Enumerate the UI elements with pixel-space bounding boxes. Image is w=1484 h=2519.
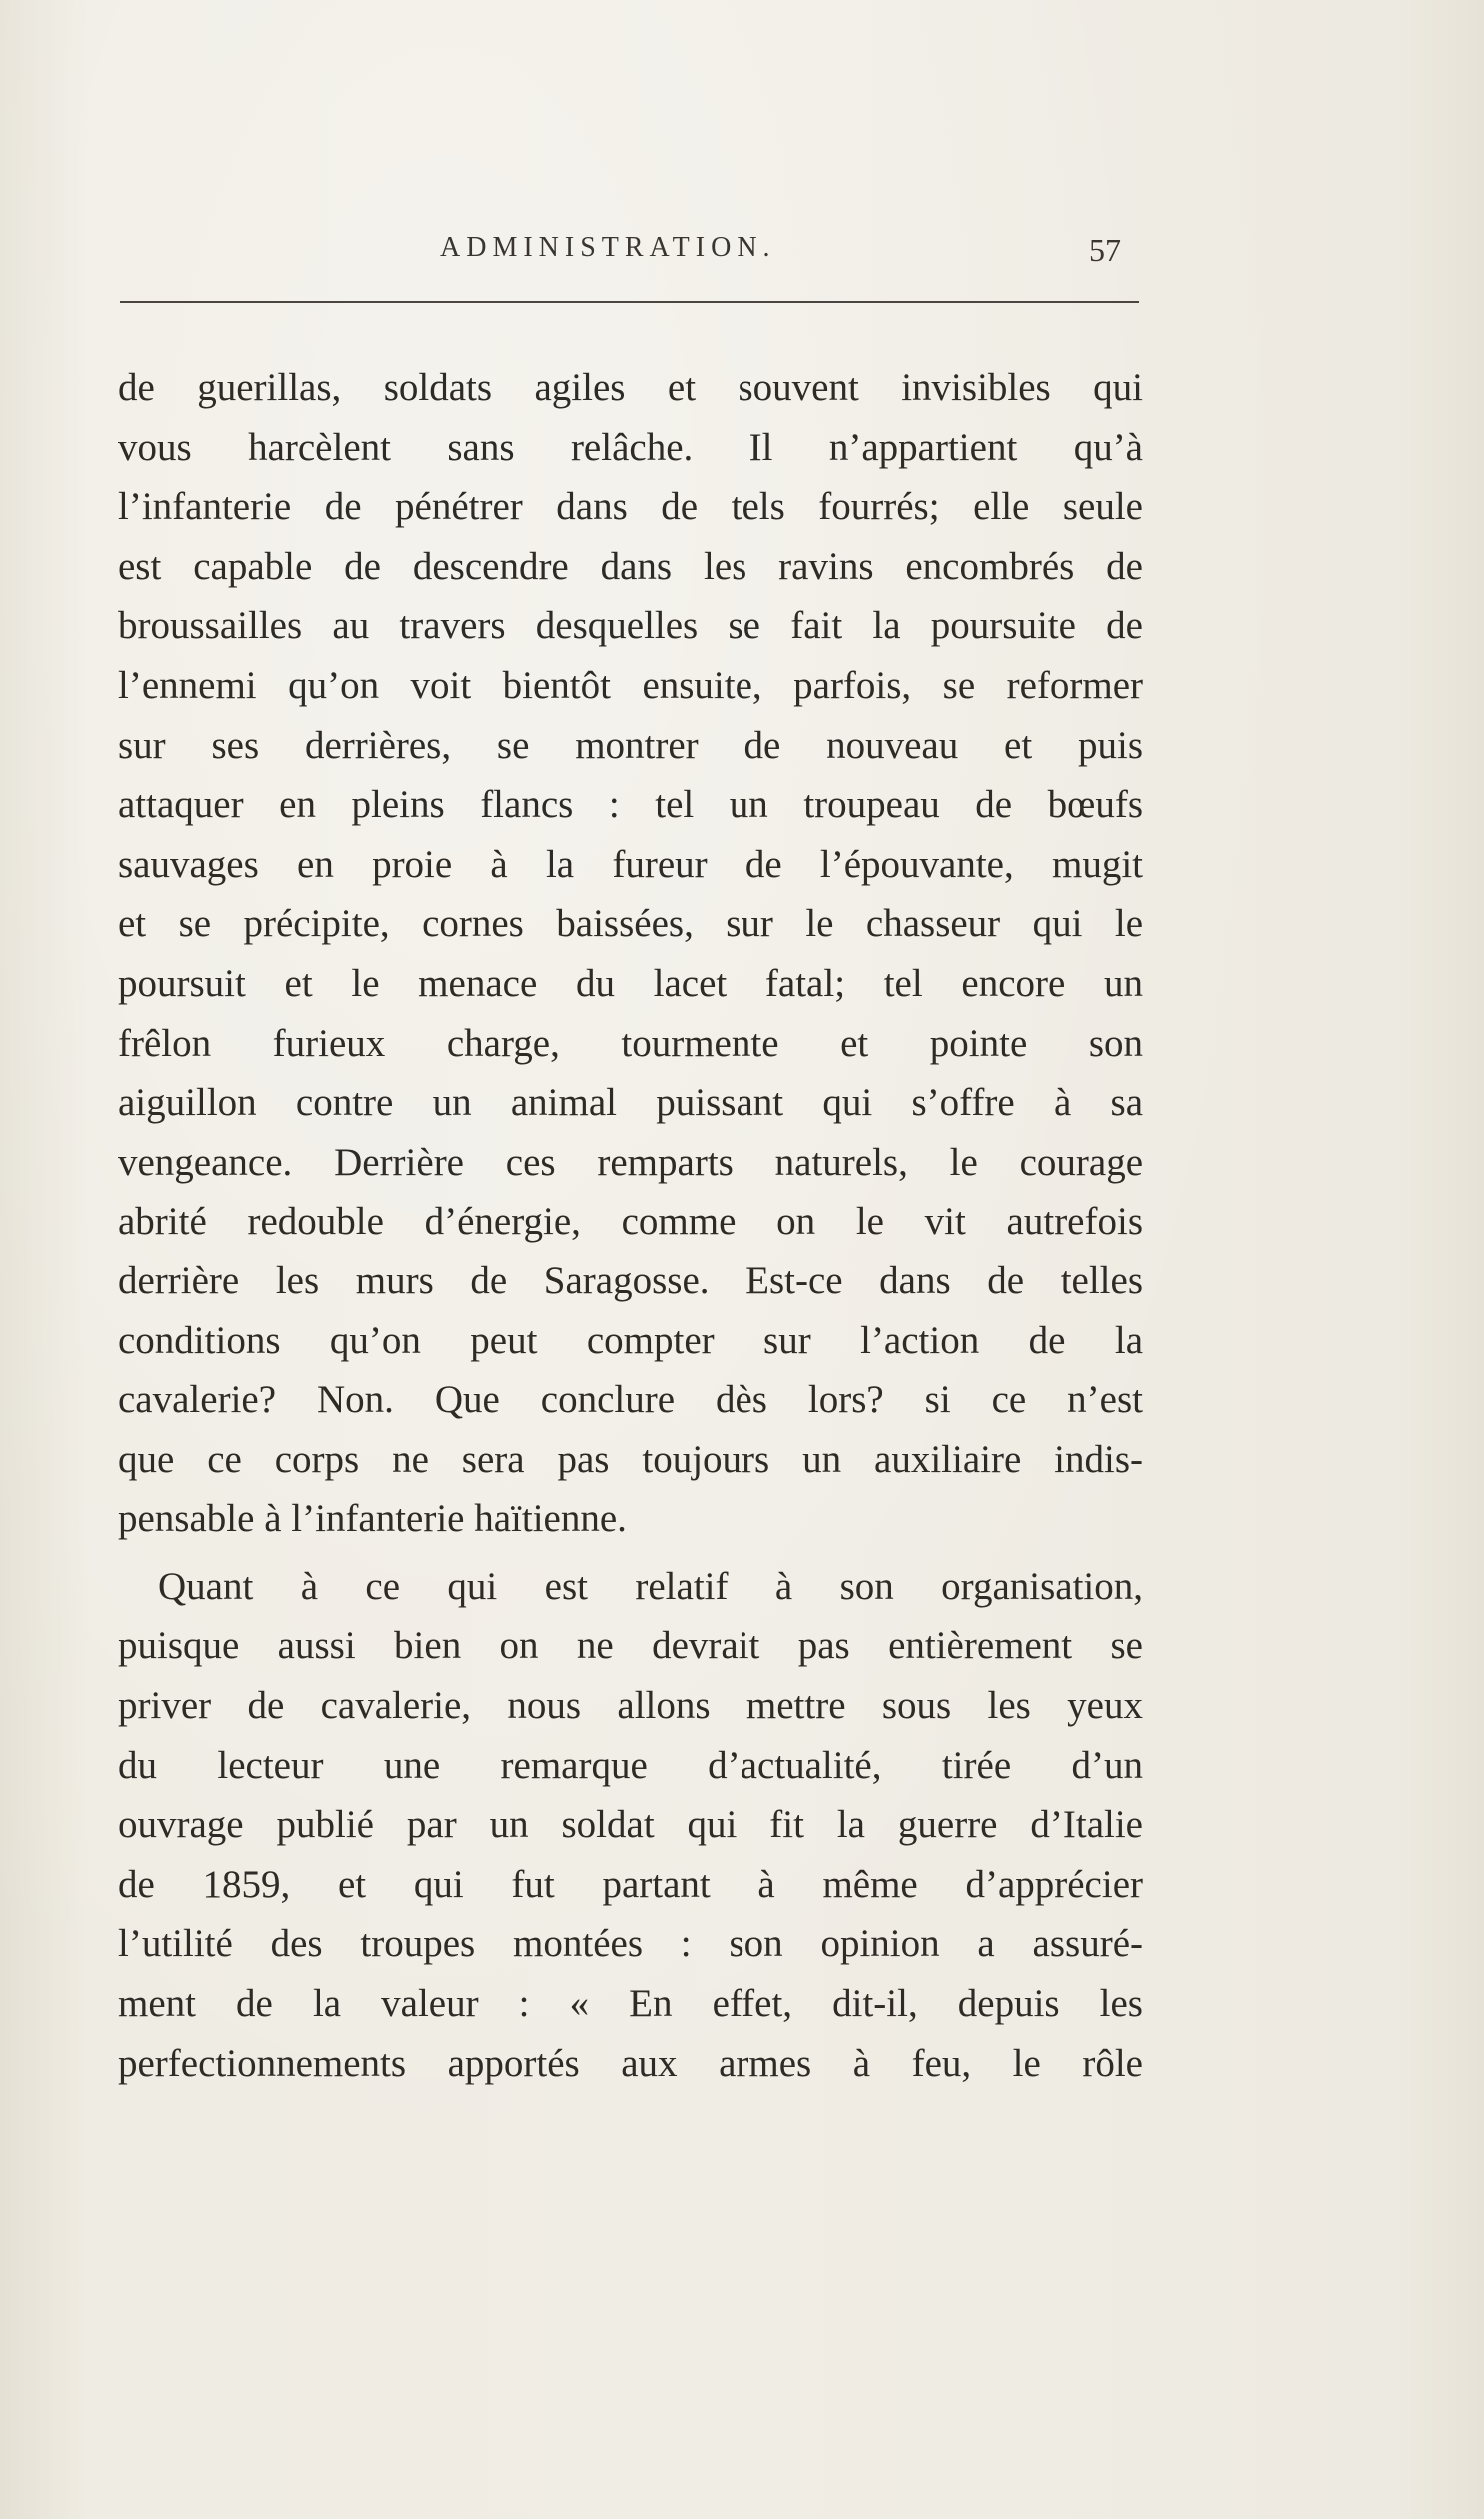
text-line: et se précipite, cornes baissées, sur le chasseur qui le (118, 902, 1143, 946)
running-title: ADMINISTRATION. (440, 232, 776, 263)
text-line: sauvages en proie à la fureur de l’épouvante, mugit (118, 842, 1143, 886)
text-line: sur ses derrières, se montrer de nouveau et puis (118, 723, 1143, 767)
text-line: vous harcèlent sans relâche. Il n’appartient qu’à (118, 425, 1143, 469)
paragraph-gap (118, 1549, 1143, 1557)
text-line: pensable à l’infanterie haïtienne. (118, 1497, 627, 1541)
text-line: priver de cavalerie, nous allons mettre sous les yeux (118, 1684, 1143, 1728)
text-line: du lecteur une remarque d’actualité, tirée d’un (118, 1743, 1143, 1787)
text-line: aiguillon contre un animal puissant qui s’offre à sa (118, 1081, 1143, 1125)
text-line: Quant à ce qui est relatif à son organisation, (158, 1564, 1143, 1608)
header-rule (120, 301, 1139, 303)
text-line: que ce corps ne sera pas toujours un auxiliaire indis- (118, 1437, 1143, 1481)
text-line: ouvrage publié par un soldat qui fit la guerre d’Italie (118, 1803, 1143, 1847)
text-line: conditions qu’on peut compter sur l’action de la (118, 1318, 1143, 1362)
text-line: perfectionnements apportés aux armes à feu, le rôle (118, 2041, 1143, 2085)
text-line: ment de la valeur : « En effet, dit-il, depuis les (118, 1982, 1143, 2026)
text-line: de guerillas, soldats agiles et souvent invisibles qui (118, 366, 1143, 409)
text-line: de 1859, et qui fut partant à même d’apprécier (118, 1862, 1143, 1906)
text-line: puisque aussi bien on ne devrait pas entièrement se (118, 1624, 1143, 1668)
paragraph-1 (118, 358, 1143, 1549)
text-line: l’infanterie de pénétrer dans de tels fourrés; elle seule (118, 485, 1143, 529)
text-line: l’utilité des troupes montées : son opinion a assuré- (118, 1922, 1143, 1966)
running-head (0, 232, 1139, 276)
text-line: est capable de descendre dans les ravins encombrés de (118, 544, 1143, 588)
text-line: cavalerie? Non. Que conclure dès lors? si ce n’est (118, 1378, 1143, 1422)
text-line: abrité redouble d’énergie, comme on le vit autrefois (118, 1200, 1143, 1244)
text-line: frêlon furieux charge, tourmente et pointe son (118, 1021, 1143, 1065)
paragraph-2 (118, 1557, 1143, 2093)
text-line: broussailles au travers desquelles se fait la poursuite de (118, 604, 1143, 648)
text-line: l’ennemi qu’on voit bientôt ensuite, parfois, se reformer (118, 663, 1143, 707)
text-line: vengeance. Derrière ces remparts naturels, le courage (118, 1140, 1143, 1184)
text-line: derrière les murs de Saragosse. Est-ce dans de telles (118, 1259, 1143, 1302)
text-line: attaquer en pleins flancs : tel un troupeau de bœufs (118, 783, 1143, 827)
body-text (118, 358, 1143, 2093)
text-line: poursuit et le menace du lacet fatal; tel encore un (118, 961, 1143, 1005)
page-number: 57 (1089, 232, 1121, 268)
